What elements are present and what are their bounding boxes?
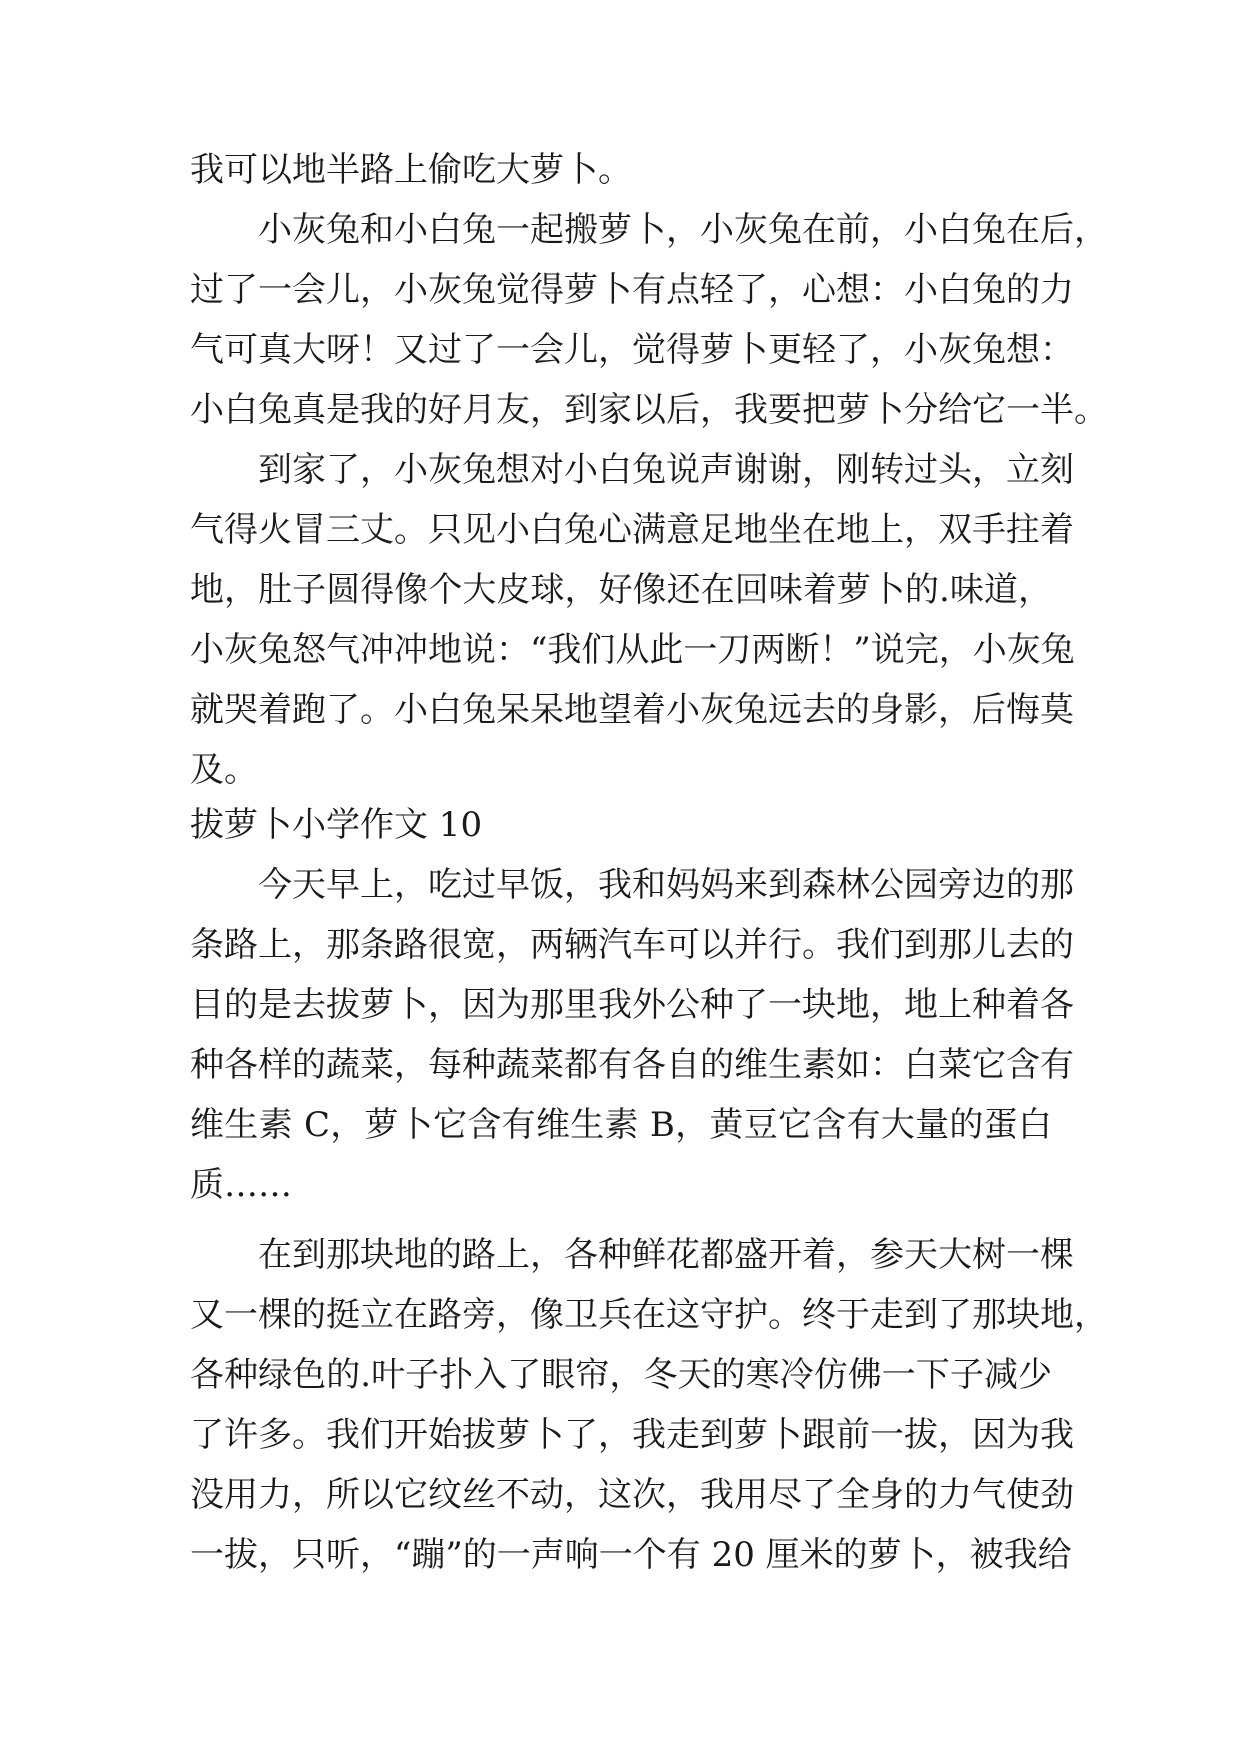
text-line-11: 及。 <box>190 750 258 790</box>
text-line-22: 没用力，所以它纹丝不动，这次，我用尽了全身的力气使劲 <box>190 1475 1074 1515</box>
text-line-15: 种各样的蔬菜，每种蔬菜都有各自的维生素如：白菜它含有 <box>190 1045 1074 1085</box>
text-line-3: 过了一会儿，小灰兔觉得萝卜有点轻了，心想：小白兔的力 <box>190 270 1074 310</box>
text-line-6: 到家了，小灰兔想对小白兔说声谢谢，刚转过头，立刻 <box>258 450 1074 490</box>
text-line-7: 气得火冒三丈。只见小白兔心满意足地坐在地上，双手拄着 <box>190 510 1074 550</box>
text-line-10: 就哭着跑了。小白兔呆呆地望着小灰兔远去的身影，后悔莫 <box>190 690 1074 730</box>
text-line-4: 气可真大呀！又过了一会儿，觉得萝卜更轻了，小灰兔想： <box>190 330 1074 370</box>
text-line-5: 小白兔真是我的好月友，到家以后，我要把萝卜分给它一半。 <box>190 390 1108 430</box>
text-line-14: 目的是去拔萝卜，因为那里我外公种了一块地，地上种着各 <box>190 985 1074 1025</box>
text-line-9: 小灰兔怒气冲冲地说：“我们从此一刀两断！”说完，小灰兔 <box>190 630 1075 670</box>
text-line-16: 维生素 C，萝卜它含有维生素 B，黄豆它含有大量的蛋白 <box>190 1105 1052 1145</box>
text-line-12: 今天早上，吃过早饭，我和妈妈来到森林公园旁边的那 <box>258 865 1074 905</box>
text-line-20: 各种绿色的.叶子扑入了眼帘，冬天的寒冷仿佛一下子减少 <box>190 1355 1052 1395</box>
text-line-19: 又一棵的挺立在路旁，像卫兵在这守护。终于走到了那块地， <box>190 1295 1108 1335</box>
text-line-13: 条路上，那条路很宽，两辆汽车可以并行。我们到那儿去的 <box>190 925 1074 965</box>
text-line-1: 我可以地半路上偷吃大萝卜。 <box>190 150 632 190</box>
text-line-2: 小灰兔和小白兔一起搬萝卜，小灰兔在前，小白兔在后， <box>258 210 1108 250</box>
text-line-23: 一拔，只听，“蹦”的一声响一个有 20 厘米的萝卜，被我给 <box>190 1535 1072 1575</box>
section-heading: 拔萝卜小学作文 10 <box>190 805 483 845</box>
text-line-17: 质…… <box>190 1165 292 1205</box>
text-line-8: 地，肚子圆得像个大皮球，好像还在回味着萝卜的.味道， <box>190 570 1052 610</box>
text-line-21: 了许多。我们开始拔萝卜了，我走到萝卜跟前一拔，因为我 <box>190 1415 1074 1455</box>
text-line-18: 在到那块地的路上，各种鲜花都盛开着，参天大树一棵 <box>258 1235 1074 1275</box>
